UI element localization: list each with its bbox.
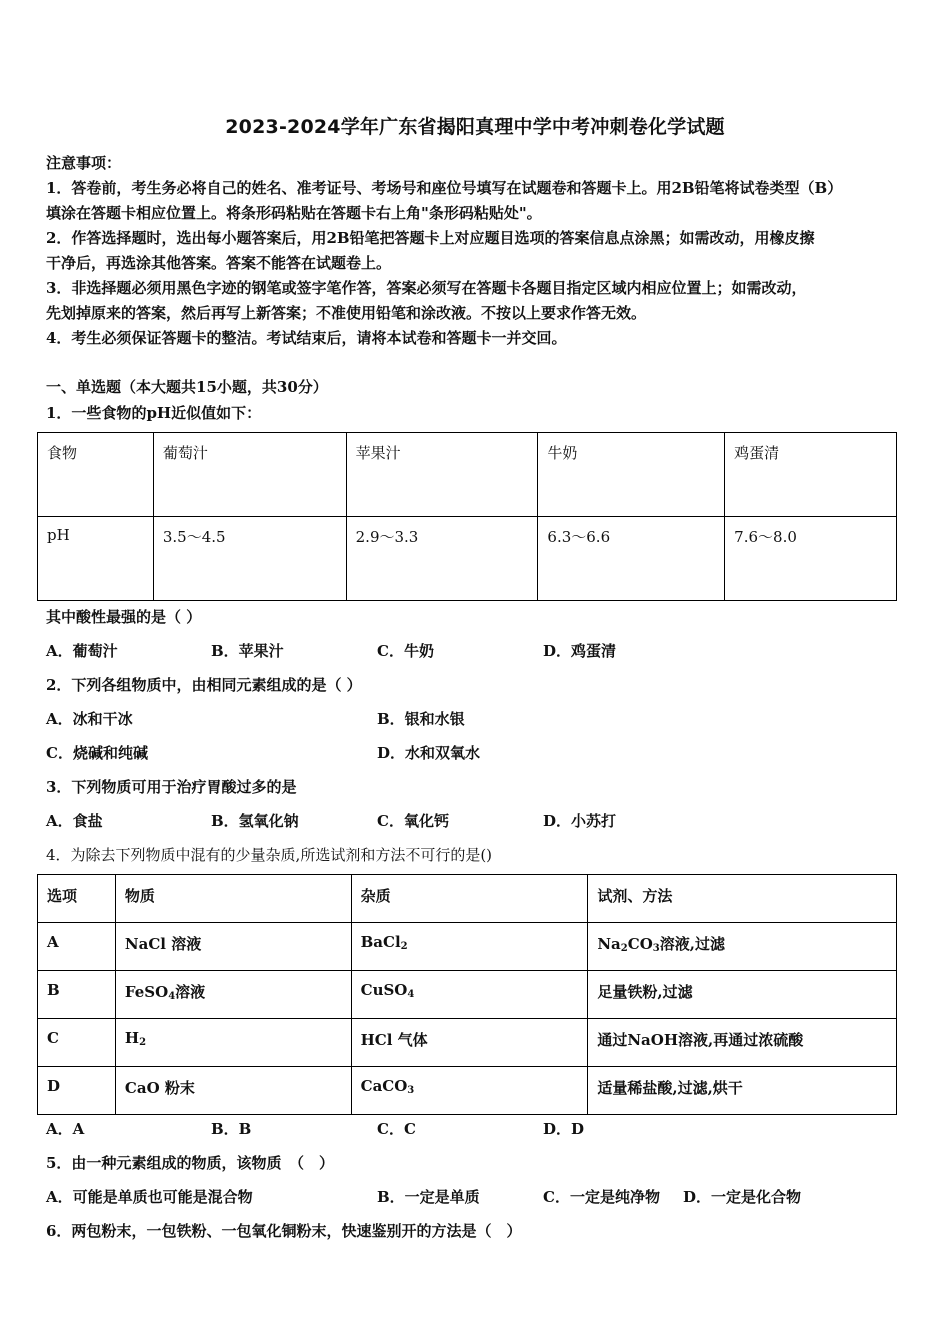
subscript: 3 [407,1085,415,1096]
notice-line: 先划掉原来的答案，然后再写上新答案；不准使用铅笔和涂改液。不按以上要求作答无效。 [46,304,647,322]
table-cell [351,1067,588,1115]
table-row [38,517,897,601]
table-row [38,923,897,971]
table-cell [115,923,351,971]
subscript: 2 [400,941,408,952]
formula-text: BaCl [360,933,401,951]
notice-line: 干净后，再选涂其他答案。答案不能答在试题卷上。 [46,254,392,272]
notice-line: 填涂在答题卡相应位置上。将条形码粘贴在答题卡右上角"条形码粘贴处"。 [46,204,542,222]
notice-heading: 注意事项： [46,154,122,172]
q1-option-c: C．牛奶 [377,642,434,660]
table-cell [115,1067,351,1115]
q1-stem: 1．一些食物的pH近似值如下： [46,404,262,422]
q2-stem: 2．下列各组物质中，由相同元素组成的是（ ） [46,676,362,694]
table-row [38,1019,897,1067]
q4-option-d: D．D [543,1120,585,1138]
q3-stem: 3．下列物质可用于治疗胃酸过多的是 [46,778,297,796]
q3-option-c: C．氧化钙 [377,812,449,830]
formula-text: 溶液,过滤 [659,935,725,953]
table-cell: 食物 [38,433,154,517]
formula-text: 溶液 [175,983,206,1001]
table-cell: B [38,971,116,1019]
q4-option-a: A．A [46,1120,85,1138]
table-cell: 苹果汁 [346,433,538,517]
page-title: 2023-2024学年广东省揭阳真理中学中考冲刺卷化学试题 [225,116,725,138]
q3-option-a: A．食盐 [46,812,103,830]
notice-line: 1．答卷前，考生务必将自己的姓名、准考证号、考场号和座位号填写在试题卷和答题卡上。用2B铅笔将试卷类型（B） [46,179,843,197]
subscript: 2 [620,943,628,954]
q4-option-c: C．C [377,1120,416,1138]
table-cell: 7.6～8.0 [725,517,897,601]
formula-text: CuSO [360,981,408,999]
table-cell: 通过NaOH溶液,再通过浓硫酸 [588,1019,897,1067]
q2-option-a: A．冰和干冰 [46,710,133,728]
formula-text: FeSO [124,983,169,1001]
table-cell: 2.9～3.3 [346,517,538,601]
q2-option-c: C．烧碱和纯碱 [46,744,148,762]
q3-option-b: B．氢氧化钠 [211,812,299,830]
table-cell: 杂质 [351,875,588,923]
q4-option-b: B．B [211,1120,252,1138]
formula-text: Na [597,935,621,953]
table-cell: 试剂、方法 [588,875,897,923]
table-cell [115,1019,351,1067]
q5-option-c: C．一定是纯净物 [543,1188,660,1206]
q1-question: 其中酸性最强的是（ ） [46,608,202,626]
q1-option-b: B．苹果汁 [211,642,284,660]
q2-option-d: D．水和双氧水 [377,744,481,762]
table-cell: 葡萄汁 [153,433,346,517]
table-row [38,971,897,1019]
q5-option-b: B．一定是单质 [377,1188,480,1206]
table-row [38,875,897,923]
table-cell: D [38,1067,116,1115]
ph-table [37,432,897,601]
table-cell: 6.3～6.6 [538,517,725,601]
impurity-table [37,874,897,1115]
table-cell: 足量铁粉,过滤 [588,971,897,1019]
table-cell [351,923,588,971]
table-cell [115,971,351,1019]
formula-text: H [124,1029,140,1047]
table-row [38,1067,897,1115]
table-cell: 物质 [115,875,351,923]
formula-text: NaCl [124,935,166,953]
formula-text: CO [627,935,653,953]
table-cell: 3.5～4.5 [153,517,346,601]
q1-option-d: D．鸡蛋清 [543,642,617,660]
formula-text: CaO [124,1079,160,1097]
q1-option-a: A．葡萄汁 [46,642,118,660]
table-cell: 选项 [38,875,116,923]
table-cell: A [38,923,116,971]
formula-text: CaCO [360,1077,408,1095]
table-cell: 牛奶 [538,433,725,517]
q3-option-d: D．小苏打 [543,812,617,830]
table-row [38,433,897,517]
subscript: 2 [139,1037,147,1048]
q2-option-b: B．银和水银 [377,710,465,728]
q5-option-d: D．一定是化合物 [683,1188,802,1206]
formula-text: HCl [360,1031,393,1049]
subscript: 4 [407,989,415,1000]
subscript: 4 [168,991,176,1002]
table-cell: pH [38,517,154,601]
table-cell [351,971,588,1019]
table-cell [351,1019,588,1067]
q6-stem: 6．两包粉末，一包铁粉、一包氧化铜粉末，快速鉴别开的方法是（ ） [46,1222,522,1240]
formula-text: 溶液 [171,935,202,953]
formula-text: 粉末 [159,1079,195,1097]
notice-line: 2．作答选择题时，选出每小题答案后，用2B铅笔把答题卡上对应题目选项的答案信息点涂黑；如需改动，用橡皮擦 [46,229,815,247]
table-cell: C [38,1019,116,1067]
notice-line: 3．非选择题必须用黑色字迹的钢笔或签字笔作答，答案必须写在答题卡各题目指定区域内相应位置上；如需改动， [46,279,807,297]
subscript: 3 [652,943,660,954]
formula-text: 气体 [392,1031,428,1049]
section-heading: 一、单选题（本大题共15小题，共30分） [46,378,328,396]
q4-stem: 4．为除去下列物质中混有的少量杂质,所选试剂和方法不可行的是() [46,846,493,864]
table-cell [588,923,897,971]
table-cell: 适量稀盐酸,过滤,烘干 [588,1067,897,1115]
q5-stem: 5．由一种元素组成的物质，该物质 （ ） [46,1154,334,1172]
q5-option-a: A．可能是单质也可能是混合物 [46,1188,253,1206]
notice-line: 4．考生必须保证答题卡的整洁。考试结束后，请将本试卷和答题卡一并交回。 [46,329,567,347]
table-cell: 鸡蛋清 [725,433,897,517]
